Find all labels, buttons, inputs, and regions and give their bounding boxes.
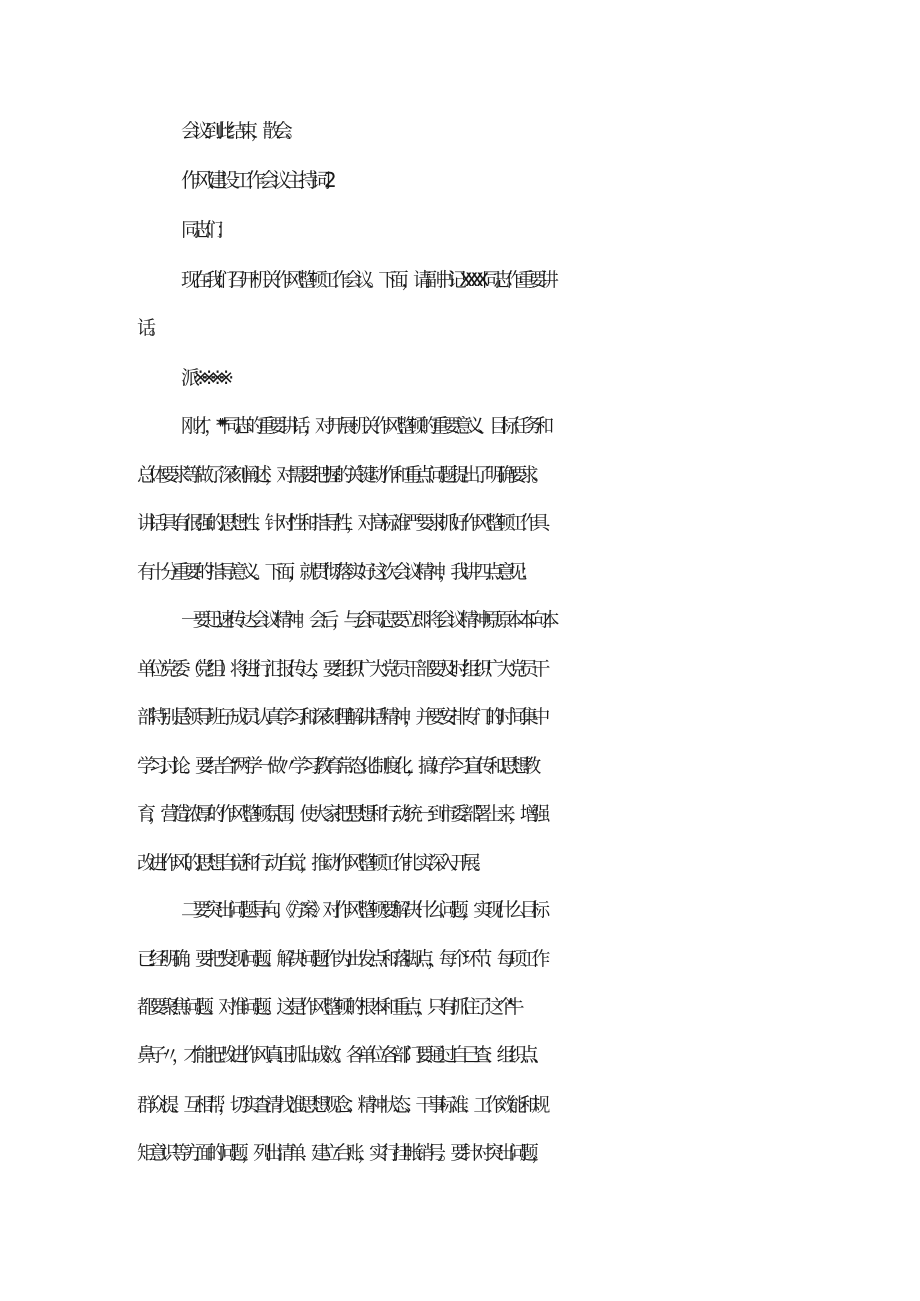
paragraph-line: 学习讨论。要结合“两学一做〃学习教育常态化制度化，搞好学习宣传和思想教 — [137, 755, 534, 777]
placeholder-line: 派※※※※ — [181, 367, 227, 389]
paragraph-line: 话。 — [137, 317, 161, 339]
paragraph-line: 总体要求等做了深刻阐述，对需要把握的关键动作和重点问题提出了明确要求。 — [137, 464, 544, 486]
paragraph-line: 现在我们召开机关作风整顿工作会议。下面，请副书记XXXX同志作重要讲 — [181, 269, 552, 291]
salutation: 同志们： — [181, 219, 228, 241]
paragraph-line: 已经明确。要把发现问题、解决问题作为出发点和落脚点，每个环节、每项工作 — [137, 948, 544, 970]
paragraph-line: 部特别是领导班子成员认真学习和深刻理解讲话精神，并要安排专门的时间集中 — [137, 706, 544, 728]
paragraph-line: 刚才，***同志的重要讲话，对开展机关作风整顿的重要意义、目标任务和 — [181, 415, 547, 437]
paragraph-line: 育，营造浓厚的作风整顿氛围，使大家把思想和行动统一到市委部署上来，增强 — [137, 803, 544, 825]
paragraph-line: 一要迅速传达会议精神。会后，与会同志要立即将会议精神原原本本向本 — [181, 609, 553, 631]
section-title: 作风建设工作会议主持词2 — [181, 168, 330, 192]
paragraph-line: 鼻子〃，才能把改进作风真正抓出成效。各单位各部门要通过自己查、组织点、 — [137, 1044, 544, 1066]
paragraph-line: 群众提、互相帮，切实查清找准思想观念、精神状态、干事标准、工作效能和规 — [137, 1094, 544, 1116]
closing-line: 会议到此结束，散会。 — [181, 120, 298, 142]
paragraph-line: 讲话具有很强的思想性、针对性和指导性，对高标准严要求抓好作风整顿工作具 — [137, 512, 544, 534]
paragraph-line: 改进作风的思想自觉和行动自觉，推动作风整顿工作扎实深入开展。 — [137, 852, 486, 874]
paragraph-line: 矩意识等方面的问题，列出清单、建立台账，实行挂帐销号。要针对突出问题， — [137, 1142, 544, 1164]
paragraph-line: 都要聚焦问题、对准问题。这是作风整顿的根本和重点，只有抓住了这个‘‘牛 — [137, 996, 518, 1018]
paragraph-line: 二要突出问题导向。《方案》对作风整顿要解决什么问题，实现什么目标 — [181, 899, 543, 921]
paragraph-line: 单位党委（党组）将进行汇报传达，要组织广大党员干部要及时组织广大党员干 — [137, 658, 544, 680]
paragraph-line: 有十分重要的指导意义。下面，就贯彻落实好这次会议精神，我讲四点意见： — [137, 561, 532, 583]
